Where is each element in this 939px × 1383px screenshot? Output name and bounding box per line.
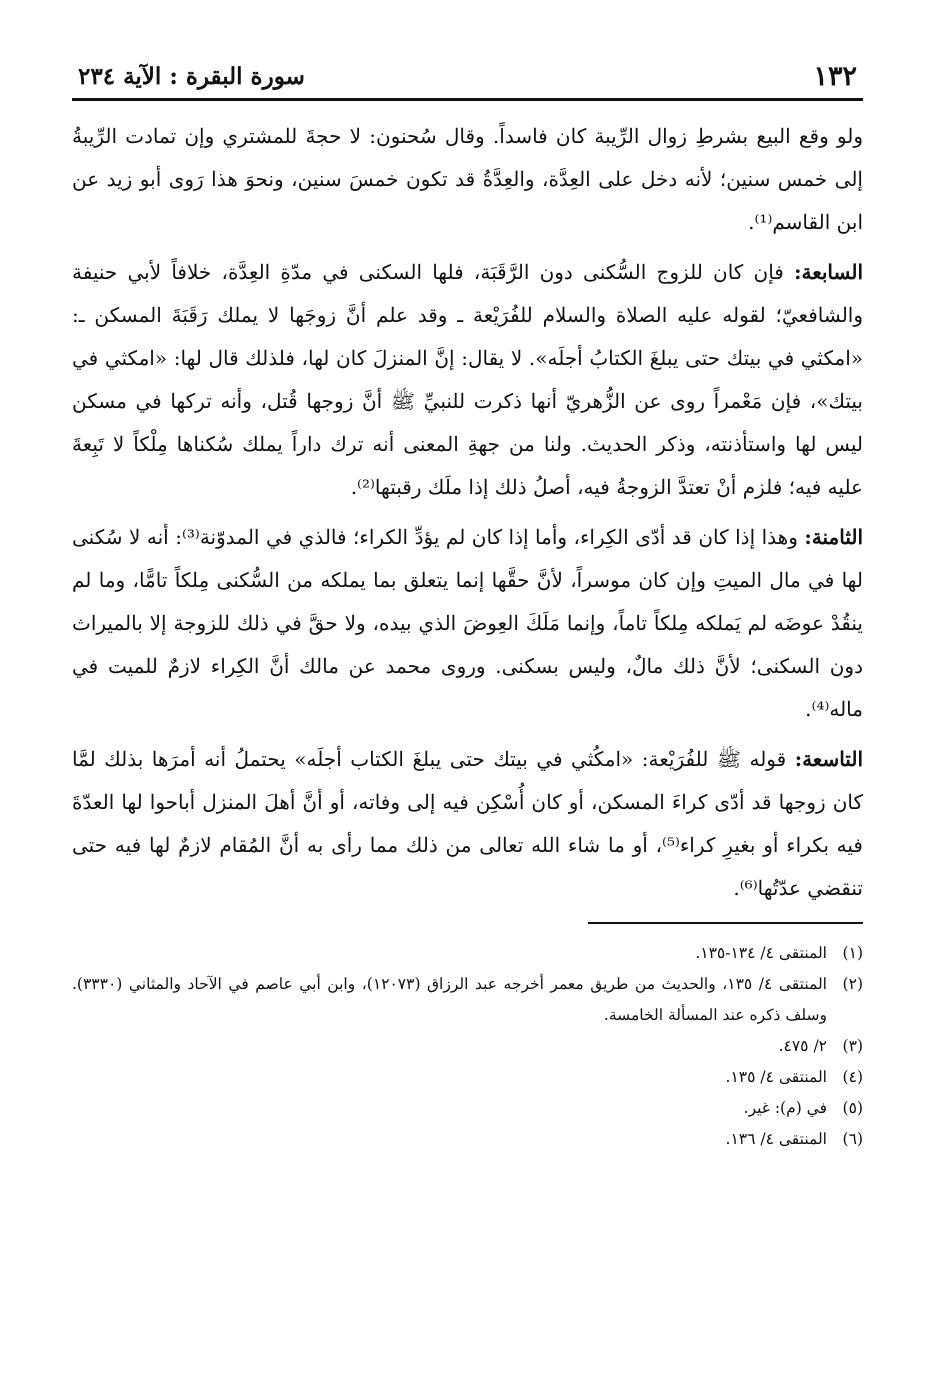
paragraph-intro	[72, 115, 863, 244]
paragraph-label: السابعة:	[794, 260, 863, 284]
paragraph-eighth	[72, 516, 863, 731]
footnote-number: (٦)	[842, 1130, 863, 1148]
footnote-item	[72, 938, 863, 969]
running-title: سورة البقرة : الآية ٢٣٤	[78, 63, 305, 90]
paragraph-text: قوله ﷺ للفُرَيْعة: «امكُثي في بيتك حتى يبلغَ الكتاب أجلَه» يحتملُ أنه أمرَها بذلك لمَّا كان زوجها قد أدّى كراءَ المسكن، أو كان أُسْكِن فيه إلى وفاته، أو أنَّ أهلَ المنزل أباحوا لها العدّةَ فيه بكراء أو بغيرِ كراء⁽⁵⁾، أو ما شاء الله تعالى من ذلك مما رأى به أنَّ المُقام لازمٌ لها فيه حتى تنقضي عدّتُها⁽⁶⁾.	[72, 747, 863, 900]
paragraph-label: التاسعة:	[794, 747, 863, 771]
paragraph-label: الثامنة:	[804, 525, 864, 549]
footnote-text: المنتقى ٤/ ١٣٦.	[725, 1130, 827, 1148]
paragraph-text: ولو وقع البيع بشرطِ زوال الرِّيبة كان فاسداً. وقال سُحنون: لا حجةَ للمشتري وإن تمادت الرِّيبةُ إلى خمس سنين؛ لأنه دخل على العِدَّة، والعِدَّةُ قد تكون خمسَ سنين، ونحوَ هذا رَوى أبو زيد عن ابن القاسم⁽¹⁾.	[72, 124, 863, 234]
header-rule	[72, 98, 863, 101]
paragraph-seventh	[72, 251, 863, 509]
footnote-text: المنتقى ٤/ ١٣٥.	[725, 1068, 827, 1086]
footnote-item	[72, 969, 863, 1031]
footnote-number: (٣)	[842, 1037, 863, 1055]
page-header	[72, 62, 863, 96]
footnote-rule	[588, 922, 863, 924]
footnote-item	[72, 1124, 863, 1155]
footnote-number: (٥)	[842, 1099, 863, 1117]
footnote-item	[72, 1093, 863, 1124]
footnote-number: (١)	[842, 944, 863, 962]
page-number: ١٣٢	[813, 61, 857, 92]
footnote-item	[72, 1031, 863, 1062]
footnote-number: (٢)	[842, 975, 863, 993]
paragraph-text: فإن كان للزوج السُّكنى دون الرَّقَبَة، فلها السكنى في مدّةِ العِدَّة، خلافاً لأبي حنيفة والشافعيّ؛ لقوله عليه الصلاة والسلام للفُرَيْعة ـ وقد علم أنَّ زوجَها لا يملك رَقَبَةَ المسكن ـ: «امكثي في بيتك حتى يبلغَ الكتابُ أجلَه». لا يقال: إنَّ المنزلَ كان لها، فلذلك قال لها: «امكثي في بيتك»، فإن مَعْمراً روى عن الزُّهريّ أنها ذكرت للنبيِّ ﷺ أنَّ زوجها قُتل، وأنه تركها في مسكن ليس لها واستأذنته، وذكر الحديث. ولنا من جهةِ المعنى أنه ترك داراً يملك سُكناها مِلْكاً لا تَبِعةَ عليه فيه؛ فلزم أنْ تعتدَّ الزوجةُ فيه، أصلُ ذلك إذا ملَك رقبتها⁽²⁾.	[72, 260, 863, 499]
footnote-text: ٢/ ٤٧٥.	[778, 1037, 827, 1055]
footnote-item	[72, 1062, 863, 1093]
paragraph-text: وهذا إذا كان قد أدّى الكِراء، وأما إذا كان لم يؤدِّ الكراء؛ فالذي في المدوّنة⁽³⁾: أنه لا سُكنى لها في مال الميتِ وإن كان موسراً، لأنَّ حقَّها إنما يتعلق بما يملكه من السُّكنى مِلكاً تامًّا، وما لم ينقُدْ عوضَه لم يَملكه مِلكاً تاماً، وإنما مَلَكَ العِوضَ الذي بيده، ولا حقَّ في ذلك للزوجة إلا بالميراث دون السكنى؛ لأنَّ ذلك مالٌ، وليس بسكنى. وروى محمد عن مالك أنَّ الكِراء لازمٌ للميت في ماله⁽⁴⁾.	[72, 525, 863, 721]
paragraph-ninth	[72, 738, 863, 910]
footnote-number: (٤)	[842, 1068, 863, 1086]
main-text	[72, 115, 863, 910]
footnote-text: في (م): غير.	[743, 1099, 827, 1117]
footnotes	[72, 938, 863, 1155]
footnote-text: المنتقى ٤/ ١٣٤-١٣٥.	[695, 944, 827, 962]
footnote-text: المنتقى ٤/ ١٣٥، والحديث من طريق معمر أخرجه عبد الرزاق (١٢٠٧٣)، وابن أبي عاصم في الآحاد والمثاني (٣٣٣٠). وسلف ذكره عند المسألة الخامسة.	[72, 975, 827, 1024]
